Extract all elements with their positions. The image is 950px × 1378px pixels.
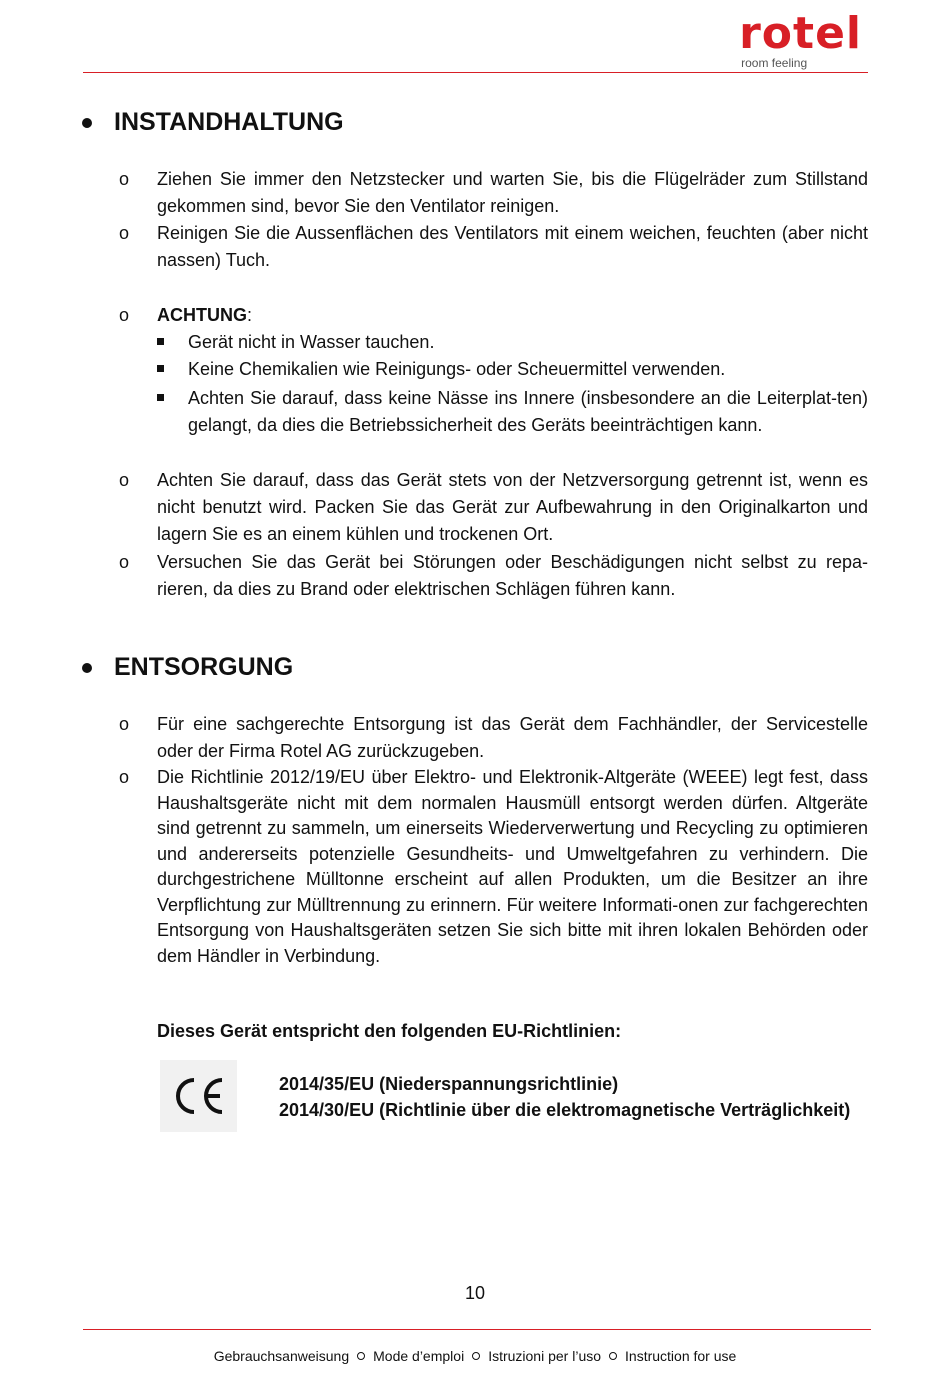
circle-separator-icon [357, 1352, 365, 1360]
eu-directives-heading: Dieses Gerät entspricht den folgenden EU-Richtlinien: [157, 1021, 622, 1041]
list-item-text: Reinigen Sie die Aussenflächen des Ventilators mit einem weichen, feuchten (aber nicht nassen) Tuch. [157, 223, 868, 270]
warning-point-text: Keine Chemikalien wie Reinigungs- oder Scheuermittel verwenden. [188, 359, 726, 379]
footer-language-en: Instruction for use [625, 1348, 737, 1364]
list-item-text: Versuchen Sie das Gerät bei Störungen oder Beschädigungen nicht selbst zu repa-rieren, da dies zu Brand oder elektrischen Schlägen führen kann. [157, 552, 868, 599]
square-bullet-icon [157, 338, 164, 345]
section-title-maintenance [82, 108, 344, 137]
warning-heading [157, 302, 868, 329]
list-item-text: Die Richtlinie 2012/19/EU über Elektro- und Elektronik-Altgeräte (WEEE) legt fest, dass Haushaltsgeräte nicht mit dem normalen Hausmüll entsorgt werden dürfen. Altgeräte sind getrennt zu sammeln, um einerseits Wiederverwertung und Recycling zu optimieren und andererseits potenzielle Gesundheits- und Umweltgefahren zu verhindern. Die durchgestrichene Mülltonne erscheint auf allen Produkten, um die Besitzer an ihre Verpflichtung zur Mülltrennung zu erinnern. Für weitere Informati-onen zur fachgerechten Entsorgung von Haushaltsgeräten setzen Sie sich bitte mit ihren lokalen Behörden oder dem Händler in Verbindung. [157, 767, 868, 966]
bullet-icon [82, 663, 92, 673]
circle-separator-icon [609, 1352, 617, 1360]
circle-marker: o [119, 714, 130, 734]
footer-language-de: Gebrauchsanweisung [213, 1348, 350, 1364]
footer-languages [0, 1348, 950, 1364]
circle-marker: o [119, 470, 130, 490]
list-item-text: Für eine sachgerechte Entsorgung ist das Gerät dem Fachhändler, der Servicestelle oder der Firma Rotel AG zurückzugeben. [157, 714, 868, 761]
section-title-text: ENTSORGUNG [114, 653, 294, 681]
section-title-text: INSTANDHALTUNG [114, 108, 344, 136]
circle-marker: o [119, 767, 130, 787]
footer-language-it: Istruzioni per l’uso [488, 1348, 602, 1364]
square-bullet-icon [157, 365, 164, 372]
circle-marker: o [119, 223, 130, 243]
warning-point-text: Gerät nicht in Wasser tauchen. [188, 332, 435, 352]
section-title-disposal [82, 653, 293, 682]
brand-logo [739, 8, 862, 70]
warning-point-text: Achten Sie darauf, dass keine Nässe ins Innere (insbesondere an die Leiterplat-ten) gelangt, da dies die Betriebssicherheit des Geräts beeinträchtigen kann. [188, 388, 868, 435]
directive-item: 2014/35/EU (Niederspannungsrichtlinie) [279, 1074, 619, 1094]
list-item-text: Achten Sie darauf, dass das Gerät stets von der Netzversorgung getrennt ist, wenn es nicht benutzt wird. Packen Sie das Gerät zur Aufbewahrung in den Originalkarton und lagern Sie es an einem kühlen und trockenen Ort. [157, 470, 868, 544]
circle-separator-icon [472, 1352, 480, 1360]
bullet-icon [82, 118, 92, 128]
circle-marker: o [119, 305, 130, 325]
logo-tagline: room feeling [741, 56, 808, 70]
footer-divider [83, 1329, 871, 1330]
footer-language-fr: Mode d’emploi [373, 1348, 465, 1364]
circle-marker: o [119, 552, 130, 572]
ce-logo-icon [172, 1076, 226, 1116]
square-bullet-icon [157, 394, 164, 401]
warning-colon: : [247, 305, 253, 325]
warning-label: ACHTUNG [157, 305, 247, 325]
circle-marker: o [119, 169, 130, 189]
ce-mark-icon [160, 1060, 237, 1132]
page-number: 10 [464, 1283, 486, 1303]
header-divider [83, 72, 868, 73]
directive-item: 2014/30/EU (Richtlinie über die elektromagnetische Verträglichkeit) [279, 1100, 851, 1120]
logo-wordmark: rotel [739, 8, 862, 59]
list-item-text: Ziehen Sie immer den Netzstecker und warten Sie, bis die Flügelräder zum Stillstand gekommen sind, bevor Sie den Ventilator reinigen. [157, 169, 868, 216]
